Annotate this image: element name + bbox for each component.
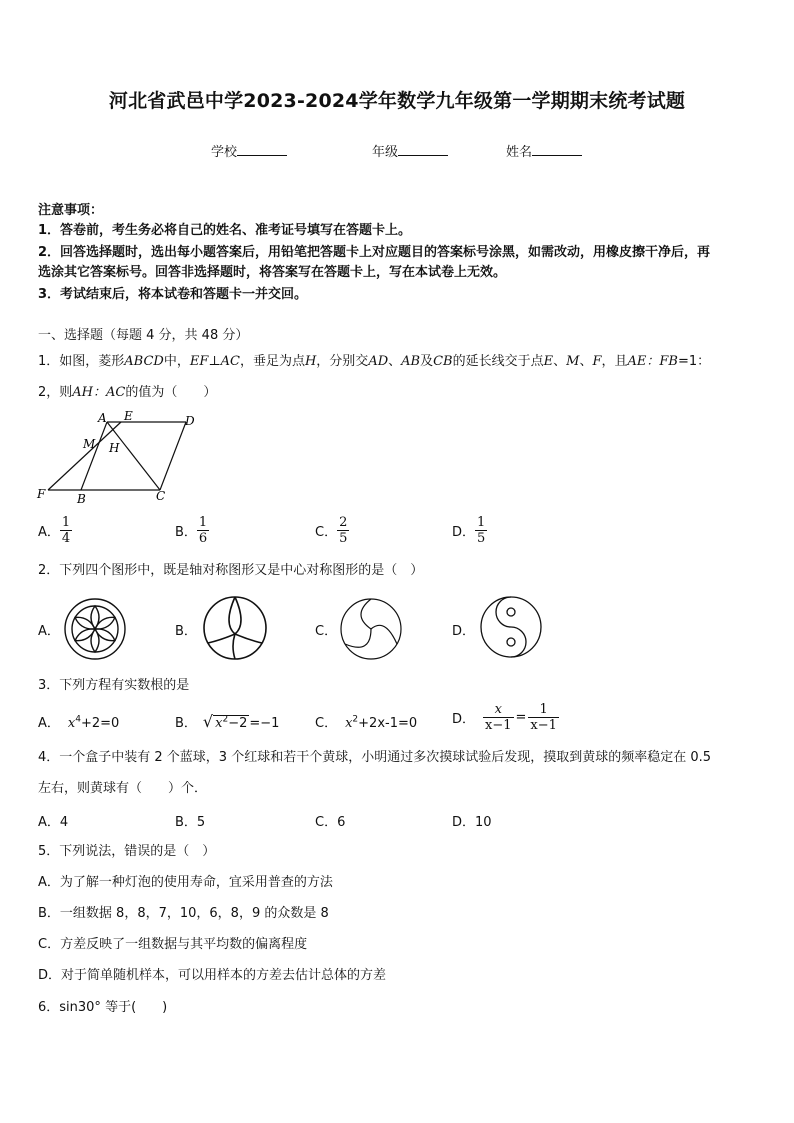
option-label: B． [175, 815, 197, 830]
grade-label: 年级 [372, 145, 399, 160]
q1-text: 的延长线交于点 [452, 354, 544, 369]
option-label: A． [38, 716, 60, 731]
flower-six-petal-icon [63, 597, 127, 661]
q1-text: 中， [163, 354, 190, 369]
yin-yang-icon [479, 595, 543, 659]
option-label: B． [175, 525, 197, 540]
option-value: 4 [59, 815, 69, 830]
denominator: 4 [61, 531, 71, 546]
q1-math: AE：FB [627, 354, 678, 369]
q1-text: ，分别交 [316, 354, 369, 369]
notice-item-text: 选涂其它答案标号。回答非选择题时，将答案写在答题卡上，写在本试卷上无效。 [38, 265, 507, 280]
option-value: 5 [196, 815, 206, 830]
q1-text: 、 [553, 354, 567, 369]
question-5-text: 5．下列说法，错误的是（ ） [38, 844, 216, 859]
q4-option-c[interactable] [315, 811, 345, 830]
notice-item-text: 回答选择题时，选出每小题答案后，用铅笔把答题卡上对应题目的答案标号涂黑，如需改动，用橡皮擦干净后，再 [60, 245, 711, 260]
q1-math: CB [433, 354, 453, 369]
triple-swirl-circle-icon [339, 597, 403, 661]
school-blank [237, 143, 287, 156]
q1-text: 及 [420, 354, 434, 369]
q1-math: ABCD [124, 354, 164, 369]
three-arc-circle-icon [201, 594, 269, 662]
q1-text: ，垂足为点 [239, 354, 305, 369]
q1-math: EF⊥AC [189, 354, 240, 369]
q1-math: AB [401, 354, 421, 369]
q1-option-c[interactable] [315, 515, 349, 546]
option-label: D． [452, 815, 476, 830]
q1-text: =1： [677, 354, 711, 369]
q1-text: ，且 [601, 354, 628, 369]
notice-item-text: 考试结束后，将本试卷和答题卡一并交回。 [60, 287, 308, 302]
grade-blank [398, 143, 448, 156]
q3-option-d[interactable] [452, 702, 559, 733]
option-label: C． [315, 525, 338, 540]
school-field [211, 141, 287, 160]
name-label: 姓名 [506, 145, 533, 160]
notice-item-2-cont [38, 264, 506, 282]
q4-option-b[interactable] [175, 811, 205, 830]
math-rest: −2 [228, 716, 248, 731]
notice-item-3 [38, 286, 307, 304]
label-d: D [185, 414, 195, 428]
q3-option-b[interactable] [175, 712, 279, 731]
q5-option-c[interactable]: C．方差反映了一组数据与其平均数的偏离程度 [38, 937, 308, 952]
denominator: 5 [339, 531, 348, 546]
q3-option-a[interactable] [38, 712, 119, 731]
label-e: E [124, 409, 133, 423]
notice-heading: 注意事项： [38, 203, 104, 218]
q1-option-d[interactable] [452, 515, 487, 546]
q1-option-b[interactable] [175, 515, 209, 546]
math-x: x [67, 716, 76, 731]
fraction [528, 702, 559, 733]
question-2-text: 2．下列四个图形中，既是轴对称图形又是中心对称图形的是（ ） [38, 563, 424, 578]
equals-sign: = [515, 710, 527, 725]
q1-math: F [592, 354, 602, 369]
q1-text: 2，则 [38, 385, 73, 400]
option-label: A． [38, 525, 60, 540]
question-4-line-2: 左右，则黄球有（ ）个． [38, 781, 208, 796]
exponent: 4 [75, 714, 81, 725]
option-label: C． [315, 815, 338, 830]
numerator: 2 [339, 515, 348, 530]
notice-item-2 [38, 244, 710, 262]
numerator: 1 [198, 515, 208, 530]
exponent: 2 [222, 714, 229, 725]
fraction [60, 515, 72, 546]
fraction [197, 515, 209, 546]
diagonal-ac [107, 422, 160, 490]
option-label: D． [452, 712, 476, 727]
question-1-line-1 [38, 353, 710, 371]
grade-field [372, 141, 448, 160]
math-rest: =−1 [249, 716, 280, 731]
notice-item-num: 1． [38, 223, 61, 238]
math-rest: +2=0 [80, 716, 120, 731]
edge-dc [160, 422, 186, 490]
label-h: H [109, 441, 120, 455]
question-3-text: 3．下列方程有实数根的是 [38, 678, 190, 693]
q4-option-d[interactable] [452, 811, 492, 830]
q2-option-a-label[interactable]: A． [38, 624, 60, 639]
label-b: B [77, 492, 86, 506]
option-value: 6 [337, 815, 346, 830]
denominator: 5 [477, 531, 486, 546]
radical-sign: √ [202, 712, 214, 731]
q4-option-a[interactable] [38, 811, 68, 830]
option-label: D． [452, 525, 476, 540]
q1-text: 1．如图，菱形 [38, 354, 125, 369]
q1-math: H [304, 354, 317, 369]
question-6-text: 6．sin30° 等于( ) [38, 1000, 168, 1015]
numerator: 1 [539, 702, 548, 717]
q2-option-b-label[interactable]: B． [175, 624, 197, 639]
numerator: 1 [477, 515, 486, 530]
q1-math: M [566, 354, 580, 369]
radicand [213, 715, 249, 731]
q5-option-a[interactable]: A．为了解一种灯泡的使用寿命，宜采用普查的方法 [38, 875, 333, 890]
question-1-line-2 [38, 384, 216, 402]
numerator: 1 [61, 515, 71, 530]
fraction [475, 515, 487, 546]
label-a: A [98, 411, 107, 425]
math-rest: +2x-1=0 [358, 716, 418, 731]
denominator: x−1 [485, 718, 512, 733]
section-heading: 一、选择题（每题 4 分，共 48 分） [38, 328, 249, 343]
name-blank [532, 143, 582, 156]
q1-math: E [543, 354, 554, 369]
notice-item-num: 2． [38, 245, 61, 260]
label-c: C [156, 489, 166, 503]
numerator: x [494, 702, 502, 717]
fraction [337, 515, 349, 546]
q1-option-a[interactable] [38, 515, 72, 546]
notice-item-1 [38, 222, 411, 240]
q2-option-c-label[interactable]: C． [315, 624, 338, 639]
rhombus-figure [34, 408, 204, 508]
math-x: x [215, 716, 223, 731]
q1-text: 、 [388, 354, 402, 369]
option-label: B． [175, 716, 197, 731]
math-x: x [345, 716, 353, 731]
notice-item-text: 答卷前，考生务必将自己的姓名、准考证号填写在答题卡上。 [60, 223, 412, 238]
q1-math: AD [368, 354, 389, 369]
label-m: M [83, 437, 96, 451]
q2-option-d-label[interactable]: D． [452, 624, 476, 639]
q5-option-d[interactable]: D．对于简单随机样本，可以用样本的方差去估计总体的方差 [38, 968, 387, 983]
denominator: 6 [198, 531, 208, 546]
q3-option-c[interactable] [315, 712, 417, 731]
question-4-line-1: 4．一个盒子中装有 2 个蓝球，3 个红球和若干个黄球，小明通过多次摸球试验后发现，摸取到黄球的频率稳定在 0.5 [38, 750, 712, 765]
label-f: F [37, 487, 46, 501]
name-field [506, 141, 582, 160]
notice-item-num: 3． [38, 287, 61, 302]
option-label: C． [315, 716, 338, 731]
denominator: x−1 [530, 718, 557, 733]
q1-text: 的值为（ ） [125, 385, 217, 400]
option-value: 10 [475, 815, 492, 830]
fraction [483, 702, 514, 733]
exam-title: 河北省武邑中学2023-2024学年数学九年级第一学期期末统考试题 [108, 90, 686, 112]
option-label: A． [38, 815, 60, 830]
q1-text: 、 [579, 354, 593, 369]
school-label: 学校 [211, 145, 238, 160]
q5-option-b[interactable]: B．一组数据 8，8，7，10，6，8，9 的众数是 8 [38, 906, 329, 921]
q1-math: AH：AC [72, 385, 126, 400]
exponent: 2 [352, 714, 359, 725]
